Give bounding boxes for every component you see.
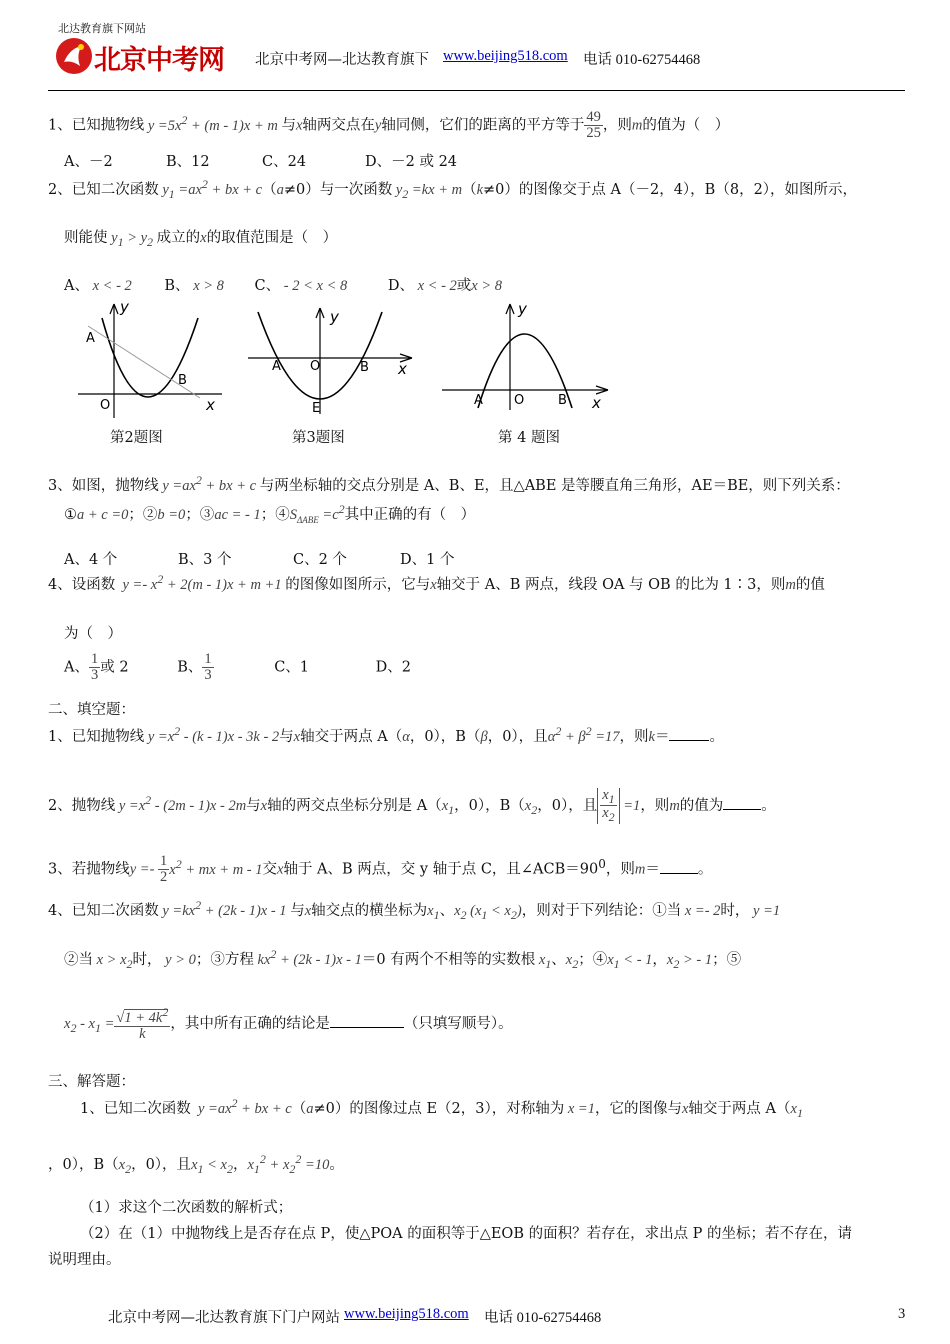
q3-option-c: C、2 个: [293, 552, 347, 568]
fig4-y-label: y: [518, 300, 527, 318]
fill-4: 4、已知二次函数 $y =kx^2 + (2k - 1)x - 1$ 与x轴交点的横坐标为$x_1$、$x_2$ $(x_1 < x_2)$，则对于下列结论：①当 x =- 2时， y =1: [48, 898, 781, 922]
figure-2: [70, 296, 230, 420]
figure-4: [438, 296, 614, 420]
solve-1-part2: （2）在（1）中抛物线上是否存在点 P，使△POA 的面积等于△EOB 的面积？若存在，求出点 P 的坐标；若不存在，请: [80, 1226, 853, 1242]
q1-option-d: D、－2 或 24: [365, 154, 458, 170]
q1-option-c: C、24: [262, 154, 307, 170]
header-url-link[interactable]: www.beijing518.com: [443, 48, 568, 64]
fig3-o-label: O: [310, 359, 321, 374]
fig4-caption: 第 4 题图: [498, 430, 560, 446]
fill-4-line3: $x_2 - x_1$ = $\frac{√1 + 4k^2}{k}$ ，其中所有正确的结论是 （只填写顺号）。: [64, 1005, 513, 1043]
question-2: 2、已知二次函数 $y_1 =ax^2$ + bx + c（a≠0）与一次函数 $y_2 =kx + m(k\ne 0)$的图像交于点 A（－2，4），B（8，2），如图所示，: [48, 177, 858, 201]
fig3-b-label: B: [360, 360, 369, 375]
fig2-o-label: O: [100, 398, 111, 413]
footer-phone: 电话 010-62754468: [484, 1310, 602, 1326]
header-rule: [48, 90, 905, 91]
fig2-a-label: A: [86, 331, 95, 346]
fig3-a-label: A: [272, 359, 281, 374]
q3-option-a: A、4 个: [64, 552, 118, 568]
q2-options: A、 x < - 2 B、 x > 8 C、 - 2 < x < 8 D、 x < - 2或x > 8: [64, 278, 503, 294]
solve-1-line2: ，0），$B(x_2$，0），且$x_1 < x_2$，$x_1^2 + x_2^2 =10$。: [48, 1152, 344, 1176]
q4-line2: 为（ ）: [64, 626, 122, 642]
fig2-y-label: y: [120, 298, 129, 316]
q3-relations: ①a + c =0；②b =0；③ac = - 1；$④S_{\Delta ABE} =c^2$其中正确的有（ ）: [64, 502, 476, 525]
fill-2: 2、抛物线 $y =x^2 - (2m - 1)x - 2m$与x轴的两交点坐标分别是 $A(x_1$，0），$B(x_2$，0），且 $\frac{x_1}{x_2}$ =1，则m的值为 。: [48, 787, 776, 825]
q1-option-b: B、12: [166, 154, 210, 170]
fill-1: 1、已知抛物线 $y =x^2 - (k - 1)x - 3k - 2$与x轴交于两点 A（α，0），B（β，0），且$\alpha^2 + \beta^2 =17$，则k＝ 。: [48, 724, 724, 745]
q4-options: A、 $\frac{1}{3}$ 或 2 B、 $\frac{1}{3}$ C、1 D、2: [64, 651, 411, 684]
question-4: 4、设函数 $y =- x^2 + 2(m - 1)x + m +1$ 的图像如图所示，它与x轴交于 A、B 两点，线段 OA 与 OB 的比为 1∶3，则m的值: [48, 572, 825, 593]
solve-1: 1、已知二次函数 $y =ax^2$ + bx + c（a≠0）的图像过点 E（2，3），对称轴为 x =1，它的图像与x轴交于两点 $A(x_1$: [80, 1096, 803, 1120]
fig2-b-label: B: [178, 373, 187, 388]
figure-3: [244, 296, 420, 420]
fig2-caption: 第2题图: [110, 430, 163, 446]
fig4-b-label: B: [558, 393, 567, 408]
solve-1-part2-cont: 说明理由。: [48, 1252, 121, 1268]
fig2-x-label: x: [206, 396, 215, 414]
question-1: 1、已知抛物线 $y =5x^2 + (m - 1)x + m$ 与x轴两交点在y轴同侧，它们的距离的平方等于 $\frac{49}{25}$ ，则m的值为（ ）: [48, 109, 730, 142]
q3-option-d: D、1 个: [400, 552, 455, 568]
fig3-x-label: x: [398, 360, 407, 378]
q2-line2: 则能使 $y_1 > y_2$ 成立的x的取值范围是（ ）: [64, 230, 338, 249]
question-3: 3、如图，抛物线 $y =ax^2$ + bx + c 与两坐标轴的交点分别是 A、B、E，且△ABE 是等腰直角三角形，AE＝BE，则下列关系：: [48, 473, 850, 494]
q1-option-a: A、－2: [64, 154, 113, 170]
section-2-title: 二、填空题：: [48, 702, 135, 718]
header-site-text: 北京中考网—北达教育旗下: [255, 52, 429, 68]
page-number: 3: [898, 1306, 906, 1322]
fig4-x-label: x: [592, 394, 601, 412]
fig4-a-label: A: [474, 393, 483, 408]
logo-title: 北京中考网: [94, 45, 224, 76]
fill-4-line2: ②当 $x > x_2$时， y > 0；③方程 $kx^2 + (2k - 1)x - 1=0$ 有两个不相等的实数根 $x_1$、$x_2$；$④x_1$ < - 1，$x_2$ > - 1；⑤: [64, 947, 742, 971]
fig3-e-label: E: [312, 401, 321, 416]
section-3-title: 三、解答题：: [48, 1074, 135, 1090]
solve-1-part1: （1）求这个二次函数的解析式；: [80, 1200, 293, 1216]
footer-text: 北京中考网—北达教育旗下门户网站: [108, 1310, 340, 1326]
header-phone: 电话 010-62754468: [583, 52, 701, 68]
fig3-y-label: y: [330, 308, 339, 326]
fill-3: 3、若抛物线y =- $\frac{1}{2}$ $x^2$ + mx + m - 1交x轴于 A、B 两点，交 y 轴于点 C，且$\angle ACB=90^0$，则m＝ 。: [48, 853, 713, 886]
footer-url-link[interactable]: www.beijing518.com: [344, 1306, 469, 1322]
logo-emblem-icon: [56, 38, 92, 74]
logo-tagline: 北达教育旗下网站: [58, 22, 146, 35]
fig3-caption: 第3题图: [292, 430, 345, 446]
fig4-o-label: O: [514, 393, 525, 408]
q3-option-b: B、3 个: [178, 552, 232, 568]
